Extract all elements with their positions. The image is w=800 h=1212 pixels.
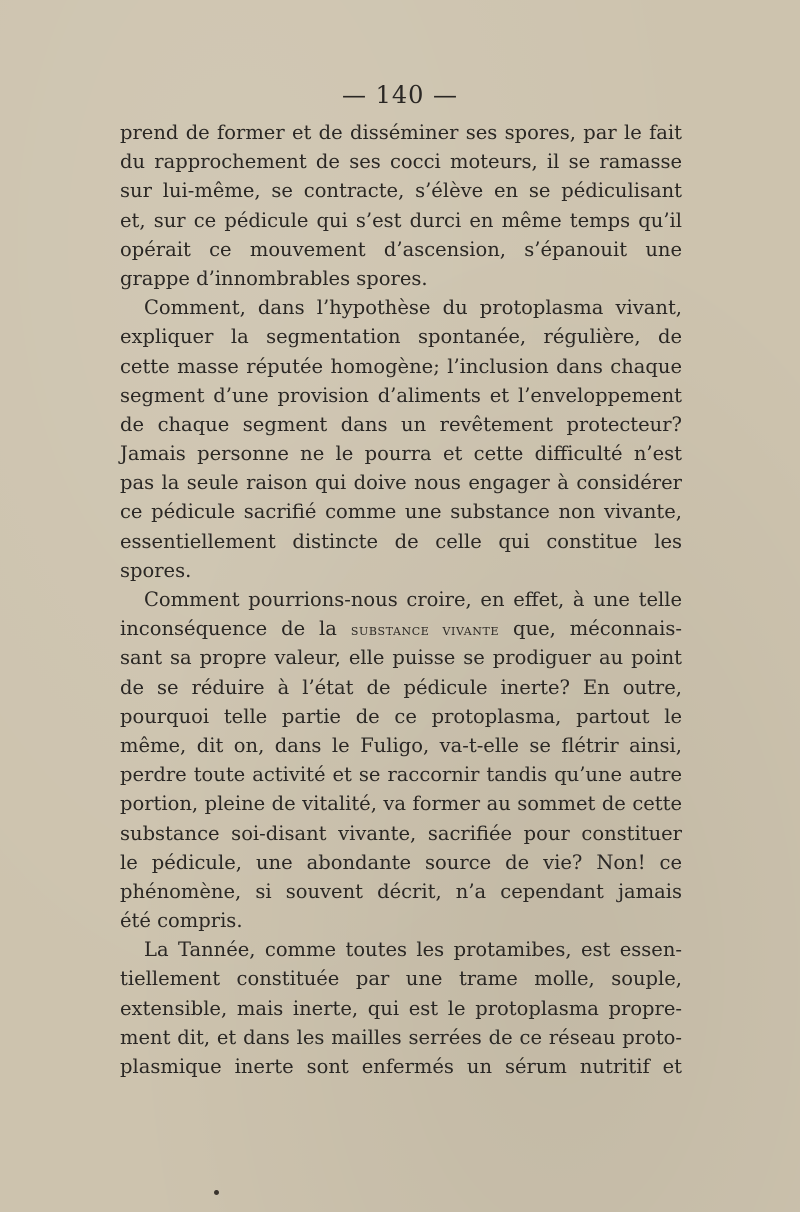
text-line: phénomène, si souvent décrit, n’a cependant jamais xyxy=(120,879,682,903)
text-line: portion, pleine de vitalité, va former au sommet de cette xyxy=(120,792,682,816)
text-line: tiellement constituée par une trame molle, souple, xyxy=(120,967,682,991)
text-line: Comment, dans l’hypothèse du protoplasma vivant, xyxy=(144,296,682,320)
text-line: sant sa propre valeur, elle puisse se prodiguer au point xyxy=(120,646,682,670)
text-line: de chaque segment dans un revêtement protecteur? xyxy=(120,412,682,436)
text-line: sur lui-même, se contracte, s’élève en se pédiculisant xyxy=(120,179,682,203)
text-line: perdre toute activité et se raccornir tandis qu’une autre xyxy=(120,763,682,787)
text-line: ce pédicule sacrifié comme une substance non vivante, xyxy=(120,500,682,524)
text-line: spores. xyxy=(120,558,192,582)
text-line: expliquer la segmentation spontanée, régulière, de xyxy=(120,325,682,349)
text-line: pas la seule raison qui doive nous engager à considérer xyxy=(120,471,682,495)
text-line: plasmique inerte sont enfermés un sérum nutritif et xyxy=(120,1055,682,1078)
text-line: grappe d’innombrables spores. xyxy=(120,266,428,290)
text-line: La Tannée, comme toutes les protamibes, est essen- xyxy=(144,938,682,962)
text-line: essentiellement distincte de celle qui constitue les xyxy=(120,529,682,553)
text-line: extensible, mais inerte, qui est le protoplasma propre- xyxy=(120,996,682,1020)
text-line: le pédicule, une abondante source de vie? Non! ce xyxy=(120,850,682,874)
text-line: substance soi-disant vivante, sacrifiée pour constituer xyxy=(120,821,682,845)
text-line: prend de former et de disséminer ses spores, par le fait xyxy=(120,121,682,144)
text-line: du rapprochement de ses cocci moteurs, il se ramasse xyxy=(120,150,682,174)
text-line: cette masse réputée homogène; l’inclusion dans chaque xyxy=(120,354,682,378)
text-line: opérait ce mouvement d’ascension, s’épanouit une xyxy=(120,237,682,261)
page-number: — 140 — xyxy=(341,81,459,109)
text-line xyxy=(120,614,682,643)
text-line: Comment pourrions-nous croire, en effet, à une telle xyxy=(144,588,682,611)
text-line: et, sur ce pédicule qui s’est durci en même temps qu’il xyxy=(120,208,682,232)
text-line: pourquoi telle partie de ce protoplasma, partout le xyxy=(120,704,682,728)
body-text xyxy=(120,118,682,1081)
text-line: Jamais personne ne le pourra et cette difficulté n’est xyxy=(120,442,682,466)
text-fragment: que, méconnais- xyxy=(499,617,682,641)
text-line: de se réduire à l’état de pédicule inerte? En outre, xyxy=(120,675,682,699)
small-caps-term: substance vivante xyxy=(350,621,500,640)
text-line: été compris. xyxy=(120,909,243,933)
text-line: ment dit, et dans les mailles serrées de ce réseau proto- xyxy=(120,1025,682,1049)
text-line: même, dit on, dans le Fuligo, va-t-elle se flétrir ainsi, xyxy=(120,733,682,757)
text-fragment: inconséquence de la xyxy=(120,617,351,641)
paper-speck xyxy=(214,1190,219,1195)
text-line: segment d’une provision d’aliments et l’enveloppement xyxy=(120,383,682,407)
